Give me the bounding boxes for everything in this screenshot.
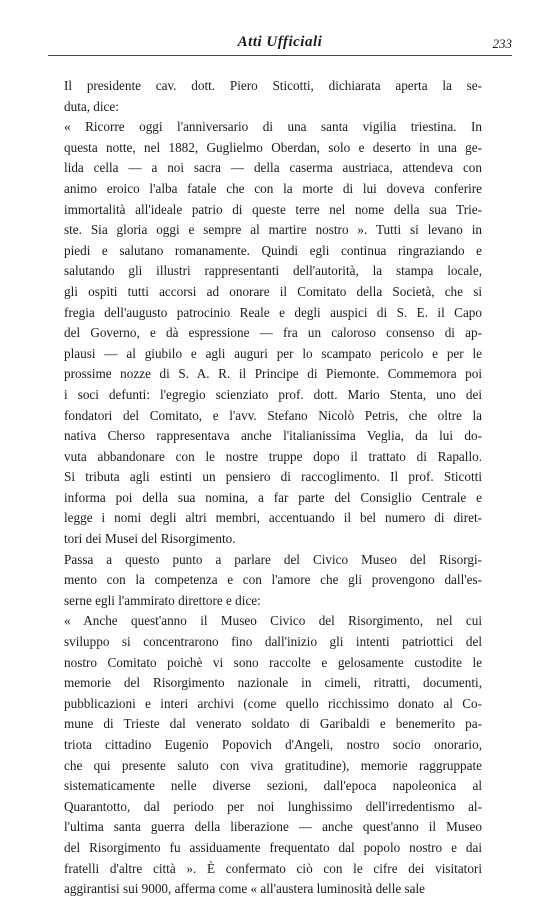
text-line: vuta abbandonare con le nostre truppe dopo il trattato di Rapallo. (64, 448, 482, 464)
text-line: « Anche quest'anno il Museo Civico del Risorgimento, nel cui (64, 613, 482, 629)
text-line: tori dei Musei del Risorgimento. (64, 531, 236, 547)
text-line: animo eroico l'alba fatale che con la morte di lui doveva conferire (64, 180, 482, 196)
text-line: piedi e salutano romanamente. Quindi egli continua ringraziando e (64, 242, 482, 258)
text-line: del Governo, e dà espressione — fra un caloroso consenso di ap- (64, 325, 482, 341)
text-line: triota cittadino Eugenio Popovich d'Angeli, nostro socio onorario, (64, 737, 482, 752)
text-line: duta, dice: (64, 98, 119, 114)
text-line: questa notte, nel 1882, Guglielmo Oberdan, solo e deserto in una ge- (64, 139, 482, 155)
text-line: Il presidente cav. dott. Piero Sticotti, dichiarata aperta la se- (64, 78, 482, 93)
text-line: sistematicamente nelle diverse sezioni, dall'epoca napoleonica al (64, 778, 482, 794)
text-line: Passa a questo punto a parlare del Civico Museo del Risorgi- (64, 551, 482, 567)
text-line: lida cella — a noi sacra — della caserma austriaca, attendeva con (64, 160, 482, 176)
page-header (48, 34, 512, 56)
text-line: aggirantisi sui 9000, afferma come « all'austera luminosità delle sale (64, 881, 426, 897)
body-text (64, 76, 482, 900)
text-line: nostro Comitato poichè vi sono raccolte e gelosamente custodite le (64, 654, 482, 670)
running-head: Atti Ufficiali (237, 34, 323, 50)
text-line: che qui presente saluto con viva gratitudine), memorie raggruppate (64, 757, 482, 773)
page-number: 233 (492, 36, 512, 51)
text-line: informa poi della sua nomina, a far parte del Consiglio Centrale e (64, 489, 482, 505)
text-line: Si tributa agli estinti un pensiero di raccoglimento. Il prof. Sticotti (64, 469, 482, 485)
text-line: legge i nomi degli altri membri, accentuando il bel numero di diret- (64, 510, 482, 526)
text-line: « Ricorre oggi l'anniversario di una santa vigilia triestina. In (64, 119, 482, 135)
text-line: pubblicazioni e interi archivi (come quello ricchissimo donato al Co- (64, 695, 482, 711)
text-line: plausi — al giubilo e agli auguri per lo scampato pericolo e per le (64, 345, 482, 361)
text-line: immortalità all'ideale patrio di queste terre nel nome della sua Trie- (64, 201, 482, 217)
text-line: mento con la competenza e con l'amore che gli provengono dall'es- (64, 572, 482, 588)
text-line: nativa Cherso rappresentava anche l'italianissima Veglia, da lui do- (64, 428, 482, 444)
text-line: sviluppo si concentrarono fino dall'inizio gli intenti patriottici del (64, 634, 482, 650)
text-line: mune di Trieste dal venerato soldato di Garibaldi e benemerito pa- (64, 716, 482, 732)
text-line: prossime nozze di S. A. R. il Principe di Piemonte. Commemora poi (64, 366, 482, 382)
text-line: serne egli l'ammirato direttore e dice: (64, 592, 261, 608)
text-line: ste. Sia gloria oggi e sempre al martire nostro ». Tutti si levano in (64, 222, 482, 238)
paragraph (64, 550, 482, 612)
text-line: salutando gli illustri rappresentanti dell'autorità, la stampa locale, (64, 263, 482, 279)
text-line: fratelli d'altre città ». È confermato ciò con le cifre dei visitatori (64, 860, 482, 876)
text-line: del Risorgimento fu assiduamente frequentato dal popolo nostro e dai (64, 839, 482, 855)
text-line: l'ultima santa guerra della liberazione — anche quest'anno il Museo (64, 819, 482, 835)
paragraph (64, 117, 482, 549)
text-line: i soci defunti: l'egregio scienziato prof. dott. Mario Stenta, uno dei (64, 386, 482, 402)
paragraph (64, 76, 482, 117)
text-line: fregia dell'augusto patrocinio Reale e degli auspici di S. E. il Capo (64, 304, 482, 320)
header-rule (48, 55, 512, 56)
text-line: fondatori del Comitato, e l'avv. Stefano Nicolò Petris, che oltre la (64, 407, 482, 423)
text-line: memorie del Risorgimento nazionale in cimeli, ritratti, documenti, (64, 675, 482, 691)
paragraph (64, 611, 482, 899)
text-line: gli ospiti tutti accorsi ad onorare il Comitato della Società, che si (64, 283, 482, 299)
text-line: Quarantotto, dal periodo per noi lunghissimo dell'irredentismo al- (64, 798, 482, 814)
